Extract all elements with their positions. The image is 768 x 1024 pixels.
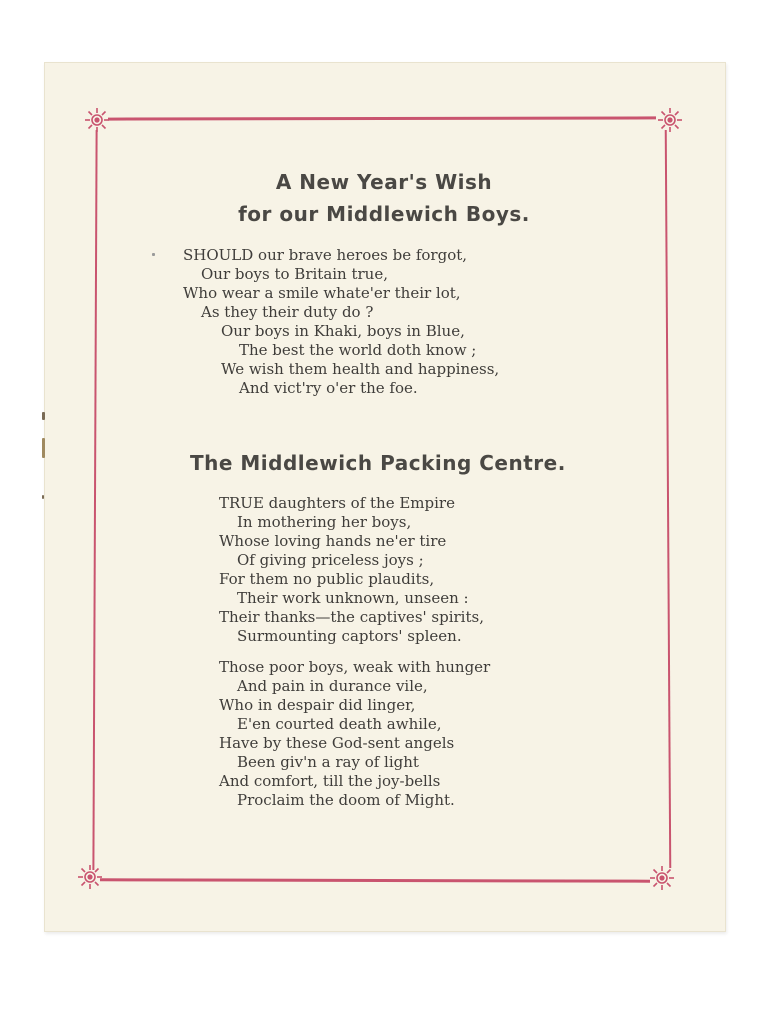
section-title: The Middlewich Packing Centre. xyxy=(190,451,566,475)
poem-line: And comfort, till the joy-bells xyxy=(219,772,441,790)
poem-line: And vict'ry o'er the foe. xyxy=(239,379,418,397)
poem-line: Been giv'n a ray of light xyxy=(237,753,419,771)
poem-line: Our boys to Britain true, xyxy=(201,265,388,283)
poem-line: Surmounting captors' spleen. xyxy=(237,627,462,645)
paper-blemish xyxy=(152,253,155,256)
poem-new-years-wish xyxy=(183,246,499,398)
poem-line: The best the world doth know ; xyxy=(239,341,477,359)
corner-ornament-icon xyxy=(648,864,676,892)
poem-line: Those poor boys, weak with hunger xyxy=(219,658,491,676)
poem-line: TRUE daughters of the Empire xyxy=(219,494,455,512)
poem-line: SHOULD our brave heroes be forgot, xyxy=(183,246,468,264)
corner-ornament-icon xyxy=(76,863,104,891)
poem-line: Their thanks—the captives' spirits, xyxy=(219,608,484,626)
poem-line: Whose loving hands ne'er tire xyxy=(219,532,447,550)
paper-blemish xyxy=(42,412,45,420)
poem-line: Of giving priceless joys ; xyxy=(237,551,424,569)
poem-stanza-2 xyxy=(219,658,490,810)
heading-line-1: A New Year's Wish xyxy=(275,170,493,194)
poem-line: Who in despair did linger, xyxy=(219,696,416,714)
paper-blemish xyxy=(42,495,44,499)
poem-line: Who wear a smile whate'er their lot, xyxy=(183,284,461,302)
poem-line: Their work unknown, unseen : xyxy=(237,589,469,607)
poem-line: As they their duty do ? xyxy=(201,303,374,321)
corner-ornament-icon xyxy=(83,106,111,134)
poem-line: Proclaim the doom of Might. xyxy=(237,791,455,809)
poem-stanza-1 xyxy=(219,494,484,646)
poem-line: E'en courted death awhile, xyxy=(237,715,442,733)
poem-line: Have by these God-sent angels xyxy=(219,734,455,752)
poem-line: In mothering her boys, xyxy=(237,513,412,531)
poem-line: For them no public plaudits, xyxy=(219,570,435,588)
paper-blemish xyxy=(42,438,45,458)
poem-line: We wish them health and happiness, xyxy=(221,360,500,378)
corner-ornament-icon xyxy=(656,106,684,134)
poem-line: And pain in durance vile, xyxy=(237,677,428,695)
poem-line: Our boys in Khaki, boys in Blue, xyxy=(221,322,465,340)
heading-line-2: for our Middlewich Boys. xyxy=(238,202,530,226)
